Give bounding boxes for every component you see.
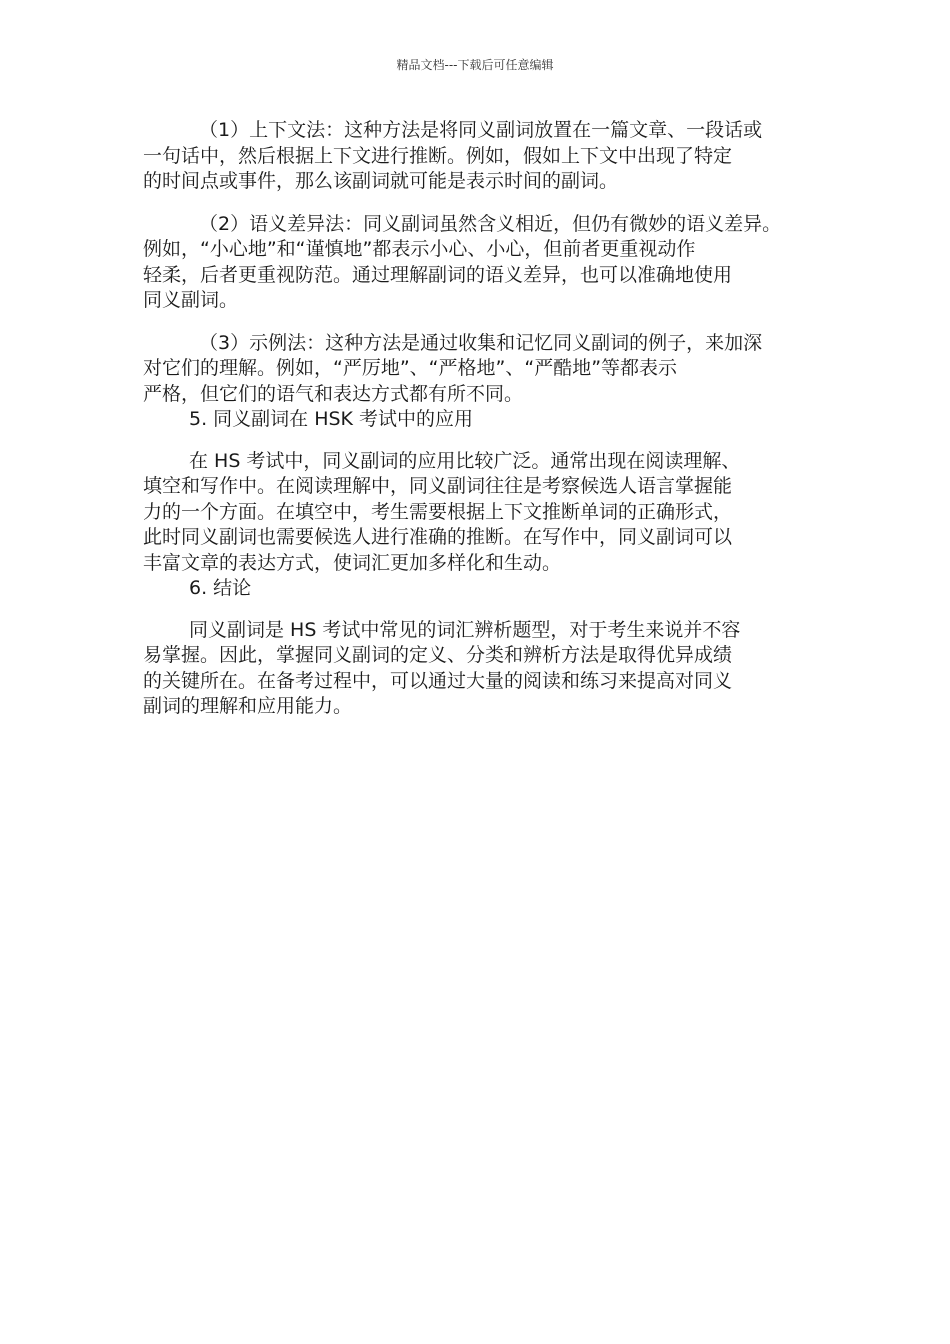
section-heading-hsk-application: 5. 同义副词在 HSK 考试中的应用 [189, 408, 474, 430]
paragraph-line: 填空和写作中。在阅读理解中，同义副词往往是考察候选人语言掌握能 [143, 475, 733, 497]
paragraph-line: 的关键所在。在备考过程中，可以通过大量的阅读和练习来提高对同义 [143, 669, 733, 692]
paragraph-line: 的时间点或事件，那么该副词就可能是表示时间的副词。 [143, 170, 619, 192]
paragraph-line: 一句话中，然后根据上下文进行推断。例如，假如上下文中出现了特定 [143, 144, 733, 167]
paragraph-line: 力的一个方面。在填空中，考生需要根据上下文推断单词的正确形式， [143, 500, 733, 523]
section-heading-conclusion: 6. 结论 [189, 577, 252, 599]
paragraph-line: 严格，但它们的语气和表达方式都有所不同。 [143, 382, 524, 405]
paragraph-line: 例如，“小心地”和“谨慎地”都表示小心、小心，但前者更重视动作 [143, 238, 696, 260]
paragraph-line: 同义副词。 [143, 289, 239, 311]
paragraph-line: 此时同义副词也需要候选人进行准确的推断。在写作中，同义副词可以 [143, 526, 733, 548]
paragraph-example-method [143, 331, 823, 408]
paragraph-semantic-difference-method [143, 212, 823, 314]
page-header: 精品文档---下载后可任意编辑 [396, 58, 554, 72]
paragraph-context-method [143, 118, 823, 195]
paragraph-line: 副词的理解和应用能力。 [143, 695, 353, 717]
paragraph-line: （3）示例法：这种方法是通过收集和记忆同义副词的例子，来加深 [199, 331, 763, 354]
paragraph-line: 对它们的理解。例如，“严厉地”、“严格地”、“严酷地”等都表示 [143, 357, 678, 379]
paragraph-line: 在 HS 考试中，同义副词的应用比较广泛。通常出现在阅读理解、 [189, 449, 741, 472]
paragraph-line: （2）语义差异法：同义副词虽然含义相近，但仍有微妙的语义差异。 [199, 212, 782, 235]
paragraph-line: （1）上下文法：这种方法是将同义副词放置在一篇文章、一段话或 [199, 119, 763, 141]
paragraph-line: 丰富文章的表达方式，使词汇更加多样化和生动。 [143, 551, 562, 574]
paragraph-line: 易掌握。因此，掌握同义副词的定义、分类和辨析方法是取得优异成绩 [143, 644, 733, 666]
document-body [143, 118, 823, 720]
paragraph-line: 同义副词是 HS 考试中常见的词汇辨析题型，对于考生来说并不容 [189, 618, 741, 641]
paragraph-hsk-application [143, 449, 823, 577]
paragraph-line: 轻柔，后者更重视防范。通过理解副词的语义差异，也可以准确地使用 [143, 263, 733, 286]
paragraph-conclusion [143, 618, 823, 720]
